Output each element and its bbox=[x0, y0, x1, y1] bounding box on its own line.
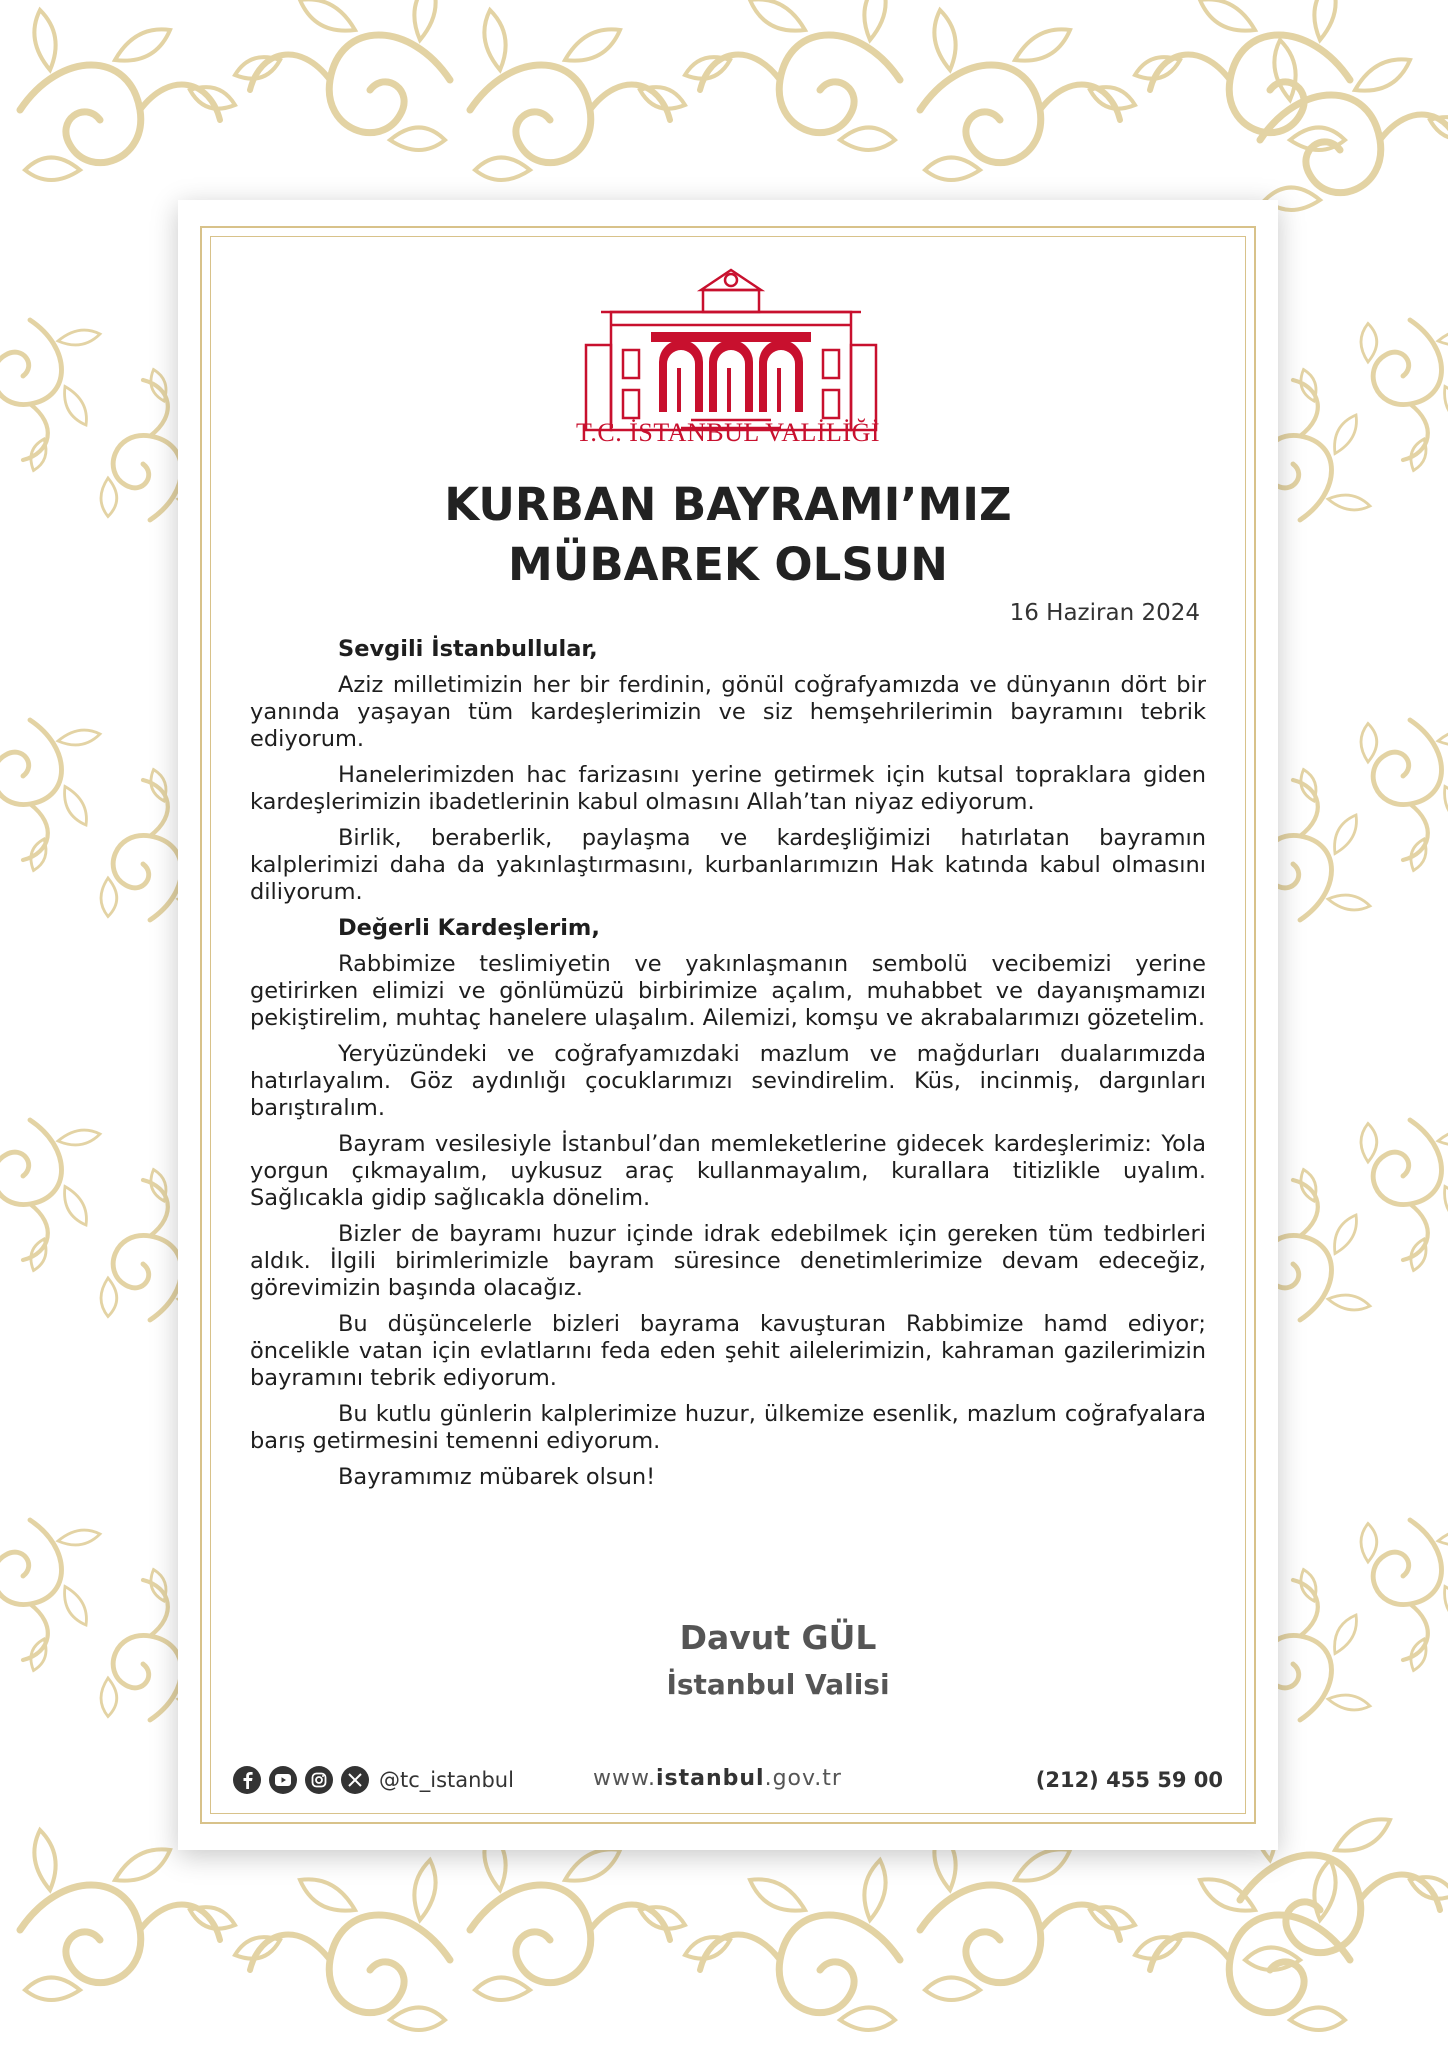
x-icon[interactable] bbox=[341, 1766, 369, 1794]
paragraph: Yeryüzündeki ve coğrafyamızdaki mazlum ve mağdurları dualarımızda hatırlayalım. Göz aydınlığı çocuklarımızı sevindirelim. Küs, incinmiş, dargınları barıştıralım. bbox=[250, 1041, 1206, 1121]
signatory-name: Davut GÜL bbox=[679, 1618, 877, 1657]
page-title bbox=[278, 475, 1178, 595]
salutation: Değerli Kardeşlerim, bbox=[338, 915, 600, 941]
paragraph: Birlik, beraberlik, paylaşma ve kardeşliğimizi hatırlatan bayramın kalplerimizi daha da yakınlaştırmasını, kurbanlarımızın Hak katında kabul olmasını diliyorum. bbox=[250, 825, 1206, 905]
website-suffix: .gov.tr bbox=[764, 1766, 842, 1791]
youtube-icon[interactable] bbox=[269, 1766, 297, 1794]
letter-body bbox=[250, 630, 1206, 1500]
paragraph: Bayram vesilesiyle İstanbul’dan memleketlerine gidecek kardeşlerimiz: Yola yorgun çıkmayalım, uykusuz araç kullanmayalım, kurallara titizlikle uyalım. Sağlıcakla gidip sağlıcakla dönelim. bbox=[250, 1131, 1206, 1211]
phone-number[interactable]: (212) 455 59 00 bbox=[1035, 1768, 1223, 1792]
paragraph: Rabbimize teslimiyetin ve yakınlaşmanın sembolü vecibemizi yerine getirirken elimizi ve gönlümüzü birbirimize açalım, muhabbet ve dayanışmamızı pekiştirelim, muhtaç hanelere ulaşalım. Ailemizi, komşu ve akrabalarımızı gözetelim. bbox=[250, 951, 1206, 1031]
website-link[interactable] bbox=[593, 1766, 842, 1791]
paragraph: Bizler de bayramı huzur içinde idrak edebilmek için gereken tüm tedbirleri aldık. İlgili birimlerimizle bayram süresince denetimlerimize devam edeceğiz, görevimizin başında olacağız. bbox=[250, 1221, 1206, 1301]
paragraph: Bu kutlu günlerin kalplerimize huzur, ülkemize esenlik, mazlum coğrafyalara barış getirmesini temenni ediyorum. bbox=[250, 1401, 1206, 1454]
letter-date: 16 Haziran 2024 bbox=[1009, 600, 1200, 626]
paragraph: Aziz milletimizin her bir ferdinin, gönül coğrafyamızda ve dünyanın dört bir yanında yaşayan tüm kardeşlerimizin ve siz hemşehrilerimin bayramını tebrik ediyorum. bbox=[250, 672, 1206, 752]
paragraph: Bu düşüncelerle bizleri bayrama kavuşturan Rabbimize hamd ediyor; öncelikle vatan için evlatlarını feda eden şehit ailelerimizin, kahraman gazilerimizin bayramını tebrik ediyorum. bbox=[250, 1311, 1206, 1391]
contact-footer bbox=[233, 1760, 1223, 1804]
closing-line: Bayramımız mübarek olsun! bbox=[338, 1464, 656, 1490]
greeting: Sevgili İstanbullular, bbox=[338, 636, 598, 662]
institution-name: T.C. İSTANBUL VALİLİĞİ bbox=[575, 418, 881, 447]
title-line-2: MÜBAREK OLSUN bbox=[508, 538, 948, 591]
letter-card bbox=[178, 200, 1278, 1850]
title-line-1: KURBAN BAYRAMI’MIZ bbox=[444, 478, 1012, 531]
facebook-icon[interactable] bbox=[233, 1766, 261, 1794]
signatory-title: İstanbul Valisi bbox=[666, 1668, 890, 1701]
social-links bbox=[233, 1766, 514, 1794]
paragraph: Hanelerimizden hac farizasını yerine getirmek için kutsal topraklara giden kardeşlerimizin ibadetlerinin kabul olmasını Allah’tan niyaz ediyorum. bbox=[250, 762, 1206, 815]
social-handle[interactable]: @tc_istanbul bbox=[379, 1768, 514, 1792]
website-domain: istanbul bbox=[655, 1766, 765, 1791]
website-prefix: www. bbox=[593, 1766, 656, 1791]
instagram-icon[interactable] bbox=[305, 1766, 333, 1794]
